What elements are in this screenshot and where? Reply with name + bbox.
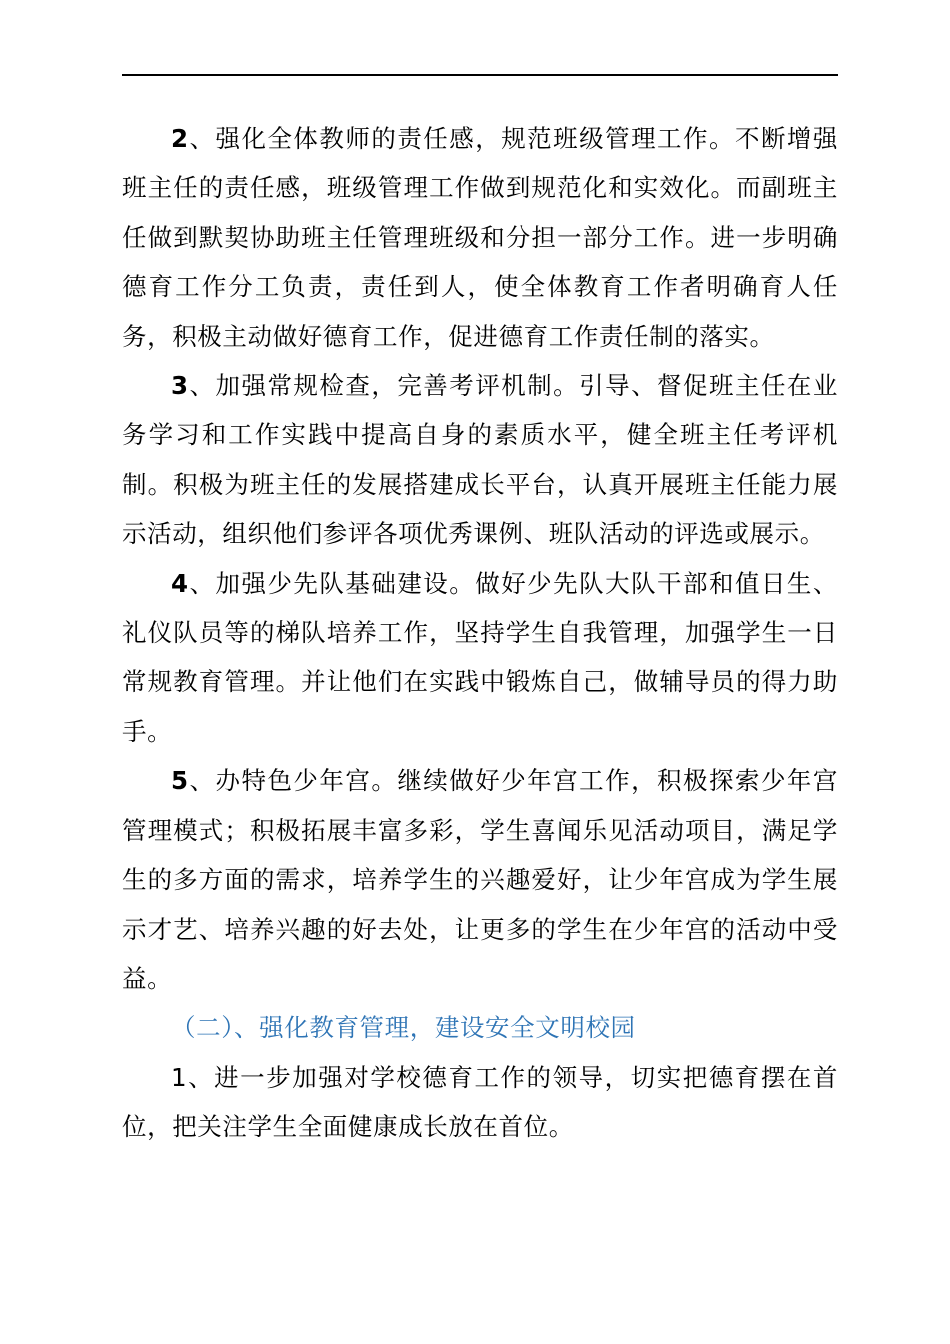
- item-number: 3: [171, 371, 189, 401]
- paragraph-item-2: [122, 114, 838, 361]
- item-number: 2: [171, 124, 189, 153]
- item-number: 4: [171, 568, 189, 598]
- paragraph-text: 、强化全体教师的责任感，规范班级管理工作。不断增强班主任的责任感，班级管理工作做到规范化和实效化。而副班主任做到默契协助班主任管理班级和分担一部分工作。进一步明确德育工作分工负责，责任到人，使全体教育工作者明确育人任务，积极主动做好德育工作，促进德育工作责任制的落实。: [122, 124, 838, 351]
- paragraph-section-2-item-1: 1、进一步加强对学校德育工作的领导，切实把德育摆在首位，把关注学生全面健康成长放在首位。: [122, 1062, 838, 1142]
- paragraph-text: 、加强少先队基础建设。做好少先队大队干部和值日生、礼仪队员等的梯队培养工作，坚持学生自我管理，加强学生一日常规教育管理。并让他们在实践中锻炼自己，做辅导员的得力助手。: [122, 568, 838, 746]
- document-body: [122, 114, 838, 1152]
- paragraph-item-3: [122, 361, 838, 559]
- paragraph-text: 、办特色少年宫。继续做好少年宫工作，积极探索少年宫管理模式；积极拓展丰富多彩，学生喜闻乐见活动项目，满足学生的多方面的需求，培养学生的兴趣爱好，让少年宫成为学生展示才艺、培养兴趣的好去处，让更多的学生在少年宫的活动中受益。: [122, 766, 838, 993]
- header-rule: [122, 74, 838, 76]
- paragraph-item-5: [122, 756, 838, 1003]
- paragraph-text: 、加强常规检查，完善考评机制。引导、督促班主任在业务学习和工作实践中提高自身的素质水平，健全班主任考评机制。积极为班主任的发展搭建成长平台，认真开展班主任能力展示活动，组织他们参评各项优秀课例、班队活动的评选或展示。: [122, 371, 838, 549]
- paragraph-item-4: [122, 559, 838, 757]
- section-heading: （二）、强化教育管理，建设安全文明校园: [171, 1013, 636, 1043]
- item-number: 5: [171, 766, 189, 796]
